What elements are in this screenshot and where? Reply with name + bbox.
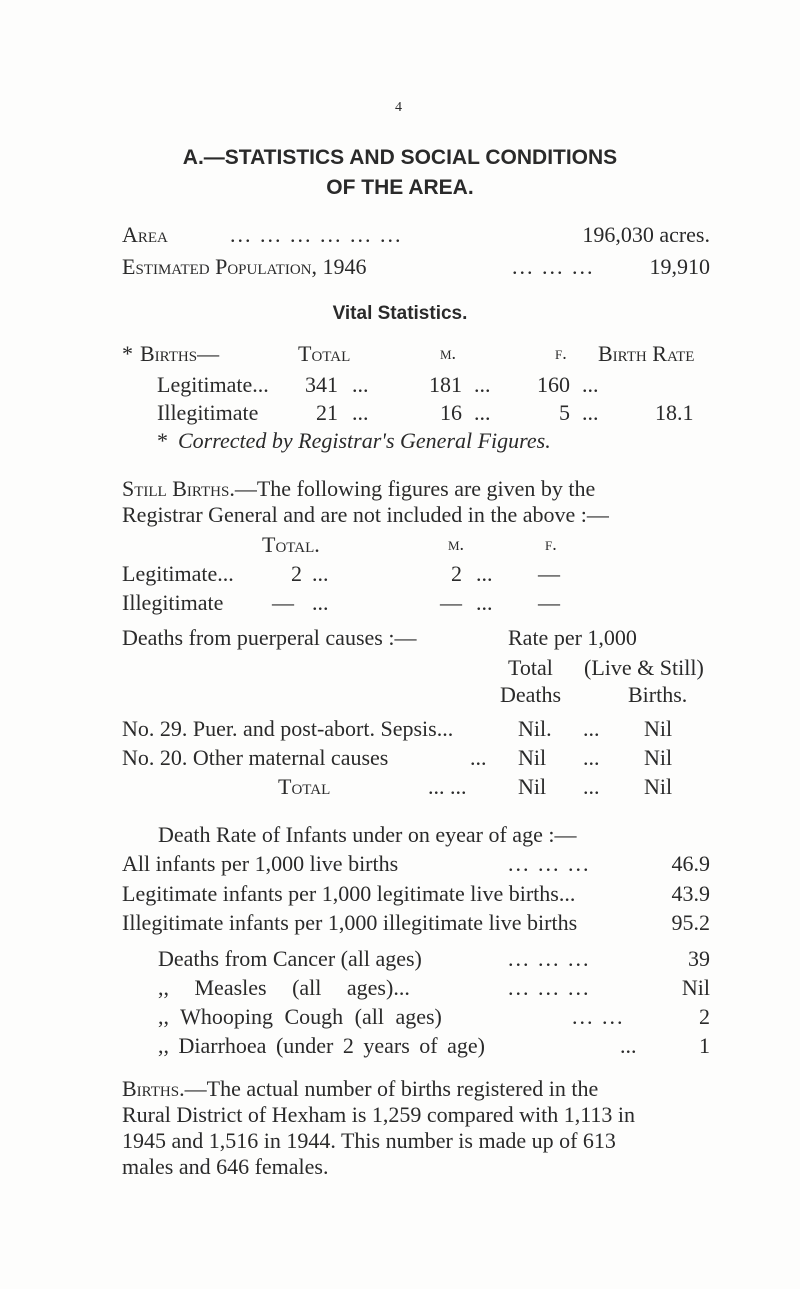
section-heading-line2: OF THE AREA. bbox=[326, 176, 474, 199]
population-dots: ... ... ... bbox=[512, 254, 595, 279]
cancer-value: 39 bbox=[688, 946, 710, 971]
infant-row1-dots: ... ... ... bbox=[508, 851, 591, 876]
births-para-text1: —The actual number of births registered in the bbox=[184, 1076, 599, 1101]
puerperal-row1-deaths: Nil. bbox=[518, 716, 552, 741]
infant-row2-value: 43.9 bbox=[671, 881, 710, 906]
infant-row2-label: Legitimate infants per 1,000 legitimate live births... bbox=[122, 881, 576, 906]
measles-value: Nil bbox=[681, 975, 710, 1000]
births-label: Births— bbox=[140, 341, 220, 366]
still-births-line1 bbox=[122, 476, 595, 502]
births-para-line4: males and 646 females. bbox=[122, 1154, 329, 1179]
puerperal-col2-h1: (Live & Still) bbox=[584, 655, 704, 680]
still-row-legit-dots2: ... bbox=[476, 561, 493, 586]
still-header-f: f. bbox=[545, 534, 557, 554]
puerperal-col1-h2: Deaths bbox=[500, 682, 562, 707]
births-header-f: f. bbox=[555, 343, 567, 363]
puerperal-row2-deaths: Nil bbox=[518, 745, 547, 770]
page-number: 4 bbox=[395, 100, 402, 115]
still-header-m: m. bbox=[448, 534, 465, 554]
still-row-legit-f: — bbox=[538, 561, 560, 586]
section-heading-line1: A.—STATISTICS AND SOCIAL CONDITIONS bbox=[182, 146, 618, 169]
still-row-legit-label: Legitimate... bbox=[122, 561, 234, 586]
still-row-illegit-f: — bbox=[538, 590, 560, 615]
births-para-line3: 1945 and 1,516 in 1944. This number is made up of 613 bbox=[122, 1128, 616, 1153]
still-row-legit-m: 2 bbox=[451, 561, 462, 586]
puerperal-col1-h1: Total bbox=[508, 655, 553, 680]
puerperal-row1-dots: ... bbox=[583, 716, 600, 741]
diarrhoea-value: 1 bbox=[699, 1033, 710, 1058]
births-row-legit-dots2: ... bbox=[474, 372, 491, 397]
births-row-legit-label: Legitimate... bbox=[157, 372, 269, 397]
puerperal-total-dots: ... bbox=[583, 774, 600, 799]
area-label: Area bbox=[122, 222, 168, 247]
population-label: Estimated Population, 1946 bbox=[122, 254, 367, 279]
area-dots: ... ... ... ... ... ... bbox=[230, 222, 403, 247]
still-row-illegit-m: — bbox=[440, 590, 462, 615]
whooping-cough-dots: ... ... bbox=[572, 1004, 625, 1029]
births-note: Corrected by Registrar's General Figures. bbox=[178, 428, 551, 453]
births-row-illegit-m: 16 bbox=[440, 400, 462, 425]
puerperal-total-births: Nil bbox=[644, 774, 673, 799]
still-row-illegit-label: Illegitimate bbox=[122, 590, 224, 615]
puerperal-row2-label: No. 20. Other maternal causes bbox=[122, 745, 389, 770]
diarrhoea-dots: ... bbox=[620, 1033, 637, 1058]
puerperal-rate-header: Rate per 1,000 bbox=[508, 625, 637, 650]
still-births-text1: —The following figures are given by the bbox=[234, 476, 596, 501]
births-row-illegit-f: 5 bbox=[559, 400, 570, 425]
puerperal-total-deaths: Nil bbox=[518, 774, 547, 799]
infant-row1-value: 46.9 bbox=[671, 851, 710, 876]
births-row-illegit-dots1: ... bbox=[352, 400, 369, 425]
births-para-line2: Rural District of Hexham is 1,259 compared with 1,113 in bbox=[122, 1102, 636, 1127]
whooping-cough-value: 2 bbox=[699, 1004, 710, 1029]
births-row-illegit-label: Illegitimate bbox=[157, 400, 259, 425]
births-header-rate: Birth Rate bbox=[598, 341, 695, 366]
still-row-legit-dots1: ... bbox=[312, 561, 329, 586]
infant-intro: Death Rate of Infants under on eyear of age :— bbox=[158, 822, 577, 847]
births-para-lead: Births. bbox=[122, 1076, 185, 1101]
births-row-legit-total: 341 bbox=[305, 372, 338, 397]
diarrhoea-label: ,, Diarrhoea (under 2 years of age) bbox=[158, 1033, 485, 1058]
births-row-legit-dots3: ... bbox=[582, 372, 599, 397]
puerperal-row1-births: Nil bbox=[644, 716, 673, 741]
population-value: 19,910 bbox=[649, 254, 710, 279]
infant-row3-value: 95.2 bbox=[671, 910, 710, 935]
still-births-lead: Still Births. bbox=[122, 476, 235, 501]
area-value: 196,030 acres. bbox=[582, 222, 710, 247]
puerperal-row2-lead-dots: ... bbox=[470, 745, 487, 770]
births-header-total: Total bbox=[298, 341, 351, 366]
puerperal-intro: Deaths from puerperal causes :— bbox=[122, 625, 417, 650]
still-row-illegit-total: — bbox=[272, 590, 294, 615]
births-row-legit-m: 181 bbox=[429, 372, 462, 397]
infant-row1-label: All infants per 1,000 live births bbox=[122, 851, 399, 876]
measles-label: ,, Measles (all ages)... bbox=[158, 975, 410, 1000]
puerperal-col2-h2: Births. bbox=[628, 682, 688, 707]
births-row-illegit-rate: 18.1 bbox=[655, 400, 694, 425]
births-star: * bbox=[122, 341, 133, 366]
births-row-illegit-dots3: ... bbox=[582, 400, 599, 425]
cancer-dots: ... ... ... bbox=[508, 946, 591, 971]
whooping-cough-label: ,, Whooping Cough (all ages) bbox=[158, 1004, 442, 1029]
puerperal-row1-label: No. 29. Puer. and post-abort. Sepsis... bbox=[122, 716, 454, 741]
births-row-legit-f: 160 bbox=[537, 372, 570, 397]
puerperal-total-lead-dots: ... ... bbox=[428, 774, 467, 799]
births-para-line1 bbox=[122, 1076, 598, 1102]
births-row-illegit-dots2: ... bbox=[474, 400, 491, 425]
still-births-line2: Registrar General and are not included in the above :— bbox=[122, 502, 609, 527]
puerperal-row2-births: Nil bbox=[644, 745, 673, 770]
puerperal-row2-dots: ... bbox=[583, 745, 600, 770]
still-header-total: Total. bbox=[262, 532, 320, 557]
births-header-m: m. bbox=[440, 343, 457, 363]
infant-row3-label: Illegitimate infants per 1,000 illegitimate live births bbox=[122, 910, 578, 935]
still-row-illegit-dots1: ... bbox=[312, 590, 329, 615]
measles-dots: ... ... ... bbox=[508, 975, 591, 1000]
births-note-star: * bbox=[157, 428, 168, 453]
still-row-legit-total: 2 bbox=[291, 561, 302, 586]
vital-statistics-title: Vital Statistics. bbox=[332, 303, 468, 324]
still-row-illegit-dots2: ... bbox=[476, 590, 493, 615]
puerperal-total-label: Total bbox=[278, 774, 331, 799]
cancer-label: Deaths from Cancer (all ages) bbox=[158, 946, 422, 971]
births-row-illegit-total: 21 bbox=[316, 400, 338, 425]
births-row-legit-dots1: ... bbox=[352, 372, 369, 397]
